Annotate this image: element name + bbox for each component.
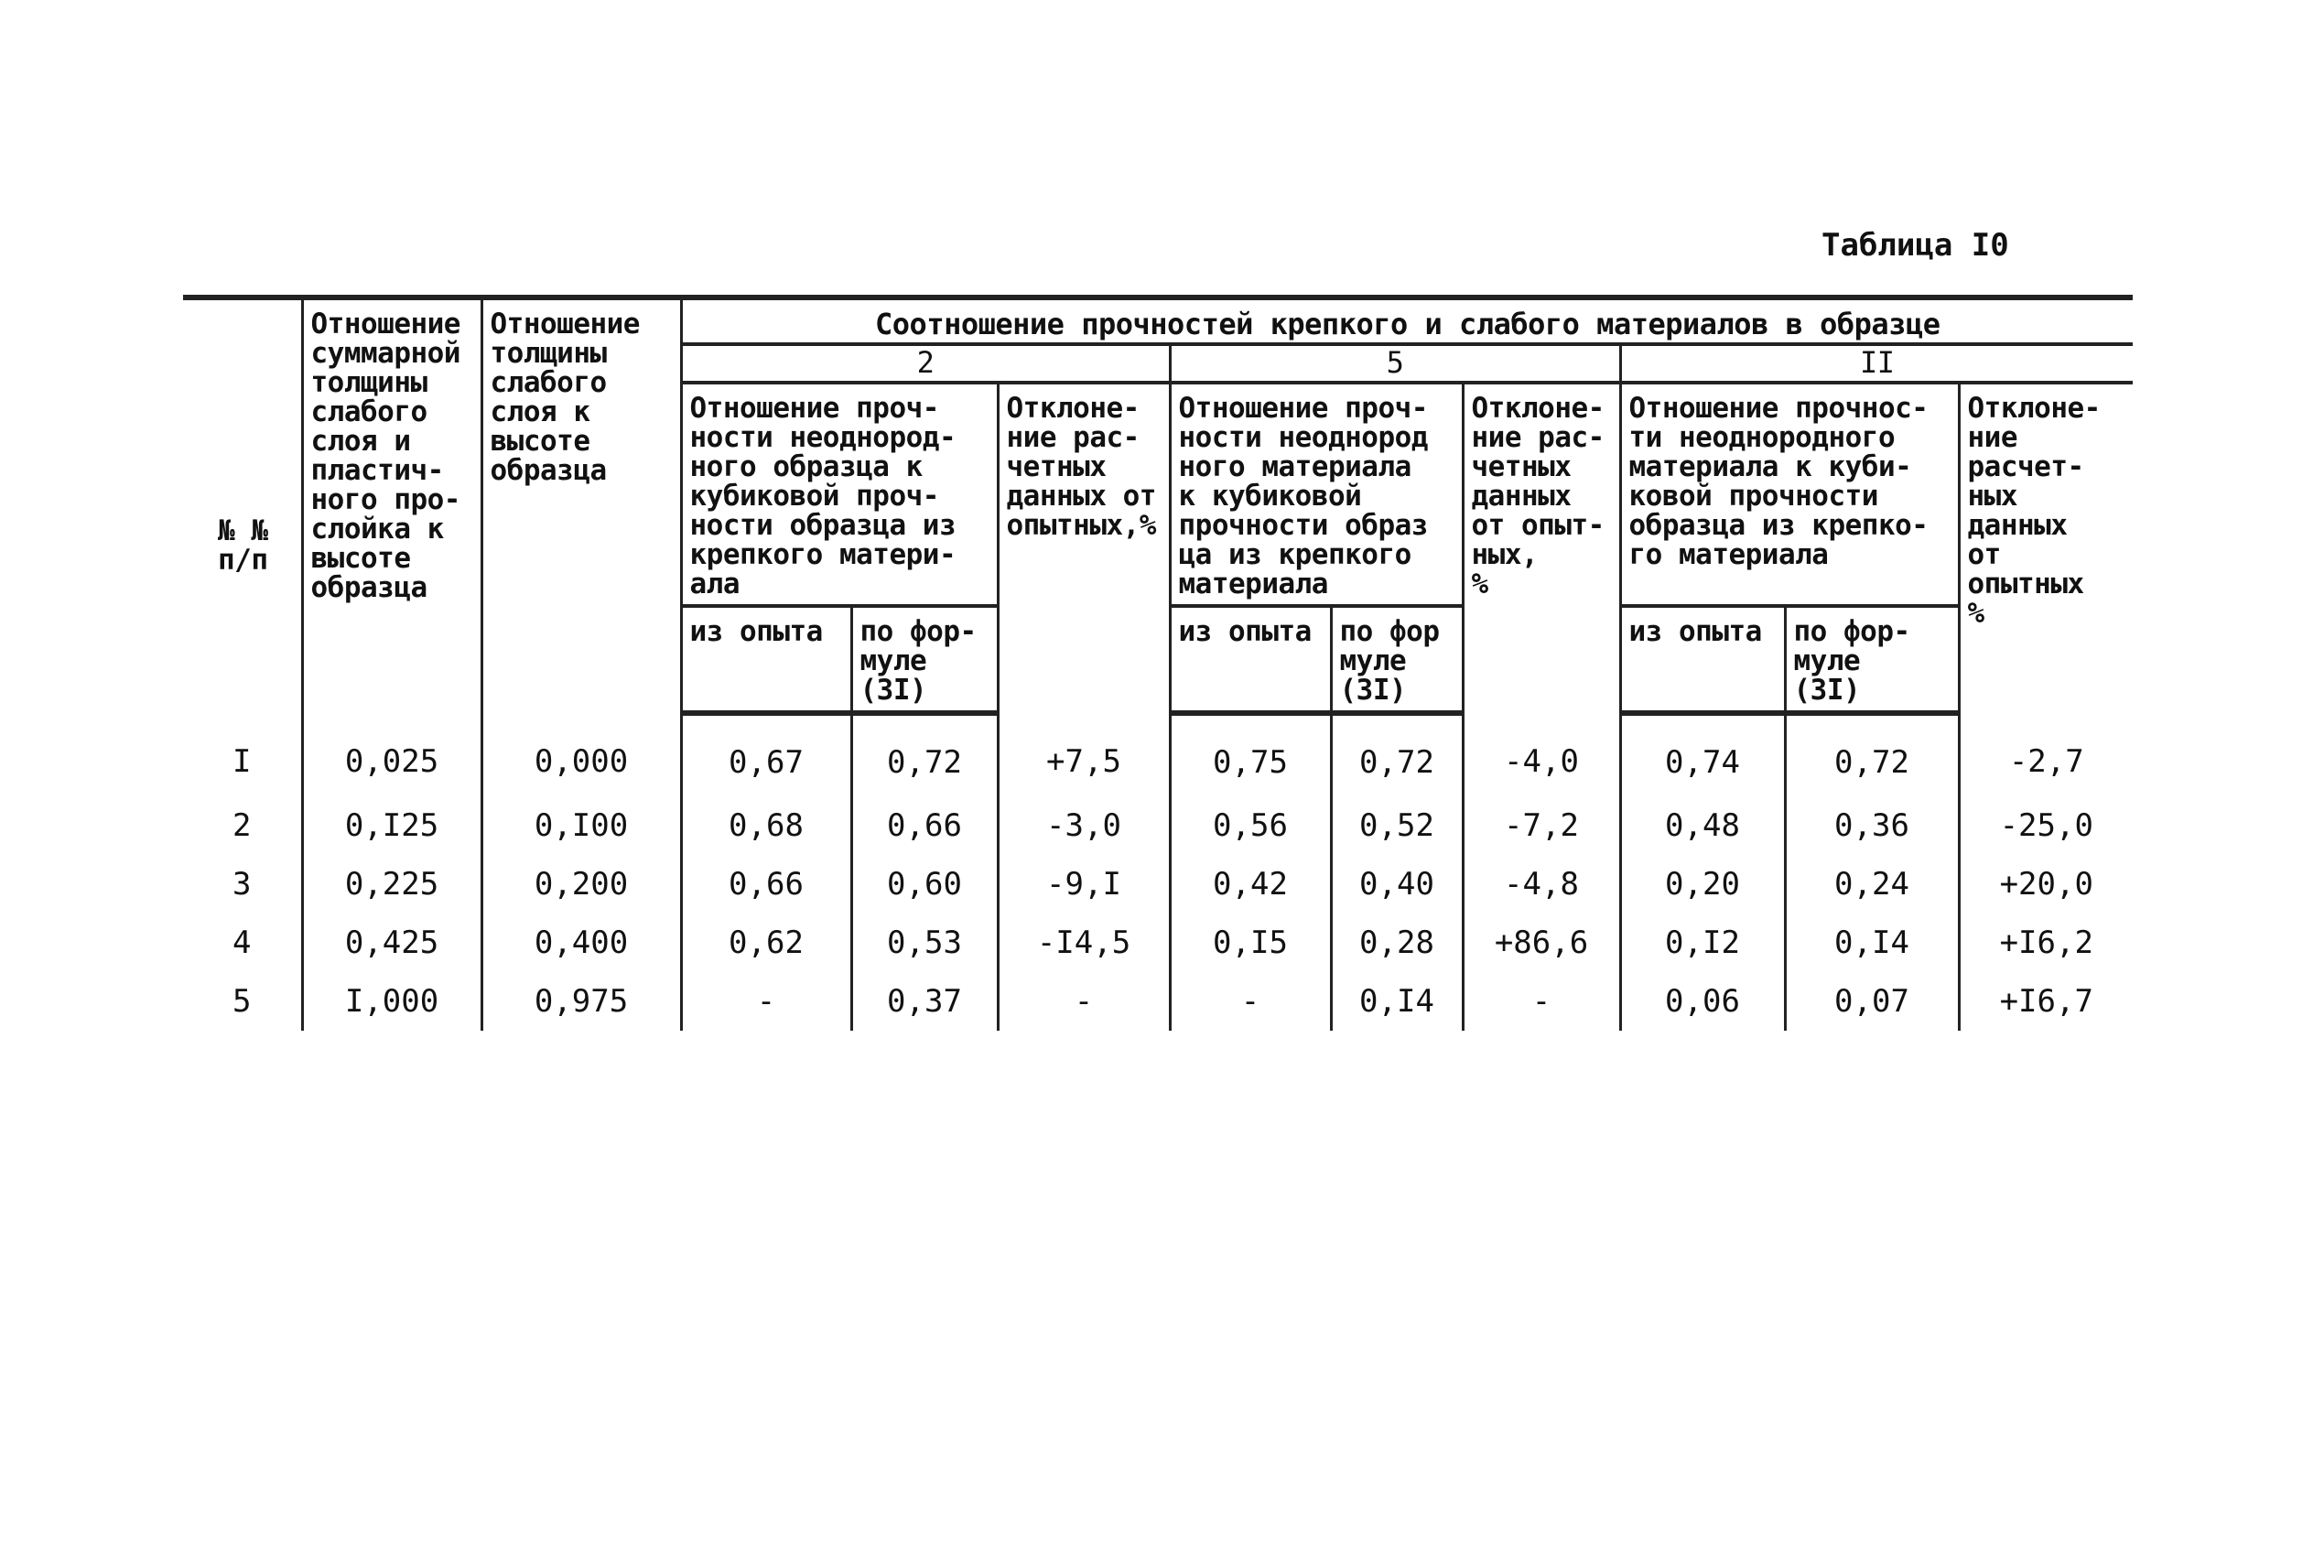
cell-g5-formula: 0,72: [1331, 713, 1463, 796]
header-group-2-deviation: Отклоне- ние рас- четных данных от опытных,%: [998, 383, 1170, 713]
header-group-2-strength: Отношение проч- ности неоднород- ного образца к кубиковой проч- ности образца из крепкого матери- ала: [681, 383, 998, 606]
cell-g11-experiment: 0,06: [1620, 972, 1785, 1031]
cell-g5-formula: 0,I4: [1331, 972, 1463, 1031]
cell-row-number: 3: [232, 866, 252, 903]
header-group-5-strength: Отношение проч- ности неоднород ного материала к кубиковой прочности образ ца из крепкого материала: [1170, 383, 1463, 606]
cell-total-ratio: 0,I25: [302, 796, 481, 855]
cell-weak-ratio: 0,200: [481, 855, 681, 914]
table-row: [183, 914, 2133, 972]
cell-g2-experiment: -: [681, 972, 851, 1031]
cell-total-ratio: I,000: [302, 972, 481, 1031]
header-group-2-experiment: из опыта: [681, 606, 851, 713]
cell-g2-deviation: -I4,5: [998, 914, 1170, 972]
header-row-number: № № п/п: [183, 297, 302, 713]
cell-weak-ratio: 0,400: [481, 914, 681, 972]
cell-total-ratio: 0,025: [302, 713, 481, 796]
table-row: [183, 972, 2133, 1031]
cell-row-number: 4: [232, 925, 252, 961]
header-total-thickness-ratio: Отношение суммарной толщины слабого слоя и пластич- ного про- слойка к высоте образца: [302, 297, 481, 713]
cell-g11-formula: 0,I4: [1785, 914, 1959, 972]
cell-g5-experiment: -: [1170, 972, 1331, 1031]
cell-total-ratio: 0,425: [302, 914, 481, 972]
cell-g11-deviation: +20,0: [1959, 855, 2133, 914]
cell-g11-deviation: -2,7: [1959, 713, 2133, 796]
cell-g11-experiment: 0,I2: [1620, 914, 1785, 972]
cell-g5-experiment: 0,56: [1170, 796, 1331, 855]
cell-g11-formula: 0,24: [1785, 855, 1959, 914]
cell-g5-deviation: -7,2: [1463, 796, 1620, 855]
cell-g2-formula: 0,72: [851, 713, 998, 796]
header-group-5: 5: [1170, 344, 1620, 383]
cell-g11-deviation: +I6,2: [1959, 914, 2133, 972]
cell-g11-experiment: 0,74: [1620, 713, 1785, 796]
cell-row-number: 2: [232, 807, 252, 844]
cell-g11-formula: 0,72: [1785, 713, 1959, 796]
cell-g2-experiment: 0,67: [681, 713, 851, 796]
header-strength-ratio-title: Соотношение прочностей крепкого и слабого материалов в образце: [681, 297, 2133, 344]
cell-g5-formula: 0,52: [1331, 796, 1463, 855]
header-group-11-formula: по фор- муле (3I): [1785, 606, 1959, 713]
cell-g11-experiment: 0,48: [1620, 796, 1785, 855]
header-group-5-deviation: Отклоне- ние рас- четных данных от опыт- ных, %: [1463, 383, 1620, 713]
cell-g2-experiment: 0,68: [681, 796, 851, 855]
cell-g5-deviation: -4,8: [1463, 855, 1620, 914]
cell-g5-formula: 0,40: [1331, 855, 1463, 914]
cell-g5-experiment: 0,I5: [1170, 914, 1331, 972]
cell-g2-experiment: 0,62: [681, 914, 851, 972]
cell-g5-experiment: 0,42: [1170, 855, 1331, 914]
table-caption: Таблица I0: [1821, 227, 2009, 264]
cell-total-ratio: 0,225: [302, 855, 481, 914]
cell-g5-formula: 0,28: [1331, 914, 1463, 972]
header-group-2: 2: [681, 344, 1170, 383]
cell-g11-formula: 0,07: [1785, 972, 1959, 1031]
header-group-5-experiment: из опыта: [1170, 606, 1331, 713]
cell-weak-ratio: 0,000: [481, 713, 681, 796]
cell-g11-experiment: 0,20: [1620, 855, 1785, 914]
cell-weak-ratio: 0,I00: [481, 796, 681, 855]
cell-g5-experiment: 0,75: [1170, 713, 1331, 796]
cell-g5-deviation: +86,6: [1463, 914, 1620, 972]
cell-g2-formula: 0,66: [851, 796, 998, 855]
cell-g2-deviation: -3,0: [998, 796, 1170, 855]
cell-g2-experiment: 0,66: [681, 855, 851, 914]
cell-g2-formula: 0,37: [851, 972, 998, 1031]
cell-g2-deviation: -9,I: [998, 855, 1170, 914]
cell-g11-formula: 0,36: [1785, 796, 1959, 855]
cell-row-number: I: [232, 742, 252, 780]
table-row: [183, 855, 2133, 914]
cell-weak-ratio: 0,975: [481, 972, 681, 1031]
header-group-11-strength: Отношение прочнос- ти неоднородного материала к куби- ковой прочности образца из крепко- го материала: [1620, 383, 1959, 606]
header-group-11-experiment: из опыта: [1620, 606, 1785, 713]
cell-g2-formula: 0,60: [851, 855, 998, 914]
header-weak-layer-ratio: Отношение толщины слабого слоя к высоте образца: [481, 297, 681, 713]
cell-g5-deviation: -: [1463, 972, 1620, 1031]
header-group-5-formula: по фор муле (3I): [1331, 606, 1463, 713]
table-row: [183, 796, 2133, 855]
table-row: [183, 713, 2133, 796]
cell-row-number: 5: [232, 983, 252, 1020]
data-table: [183, 295, 2133, 1031]
cell-g11-deviation: -25,0: [1959, 796, 2133, 855]
header-group-11: II: [1620, 344, 2133, 383]
header-group-11-deviation: Отклоне- ние расчет- ных данных от опытных %: [1959, 383, 2133, 713]
cell-g2-formula: 0,53: [851, 914, 998, 972]
header-group-2-formula: по фор- муле (3I): [851, 606, 998, 713]
cell-g2-deviation: +7,5: [998, 713, 1170, 796]
cell-g11-deviation: +I6,7: [1959, 972, 2133, 1031]
cell-g2-deviation: -: [998, 972, 1170, 1031]
cell-g5-deviation: -4,0: [1463, 713, 1620, 796]
